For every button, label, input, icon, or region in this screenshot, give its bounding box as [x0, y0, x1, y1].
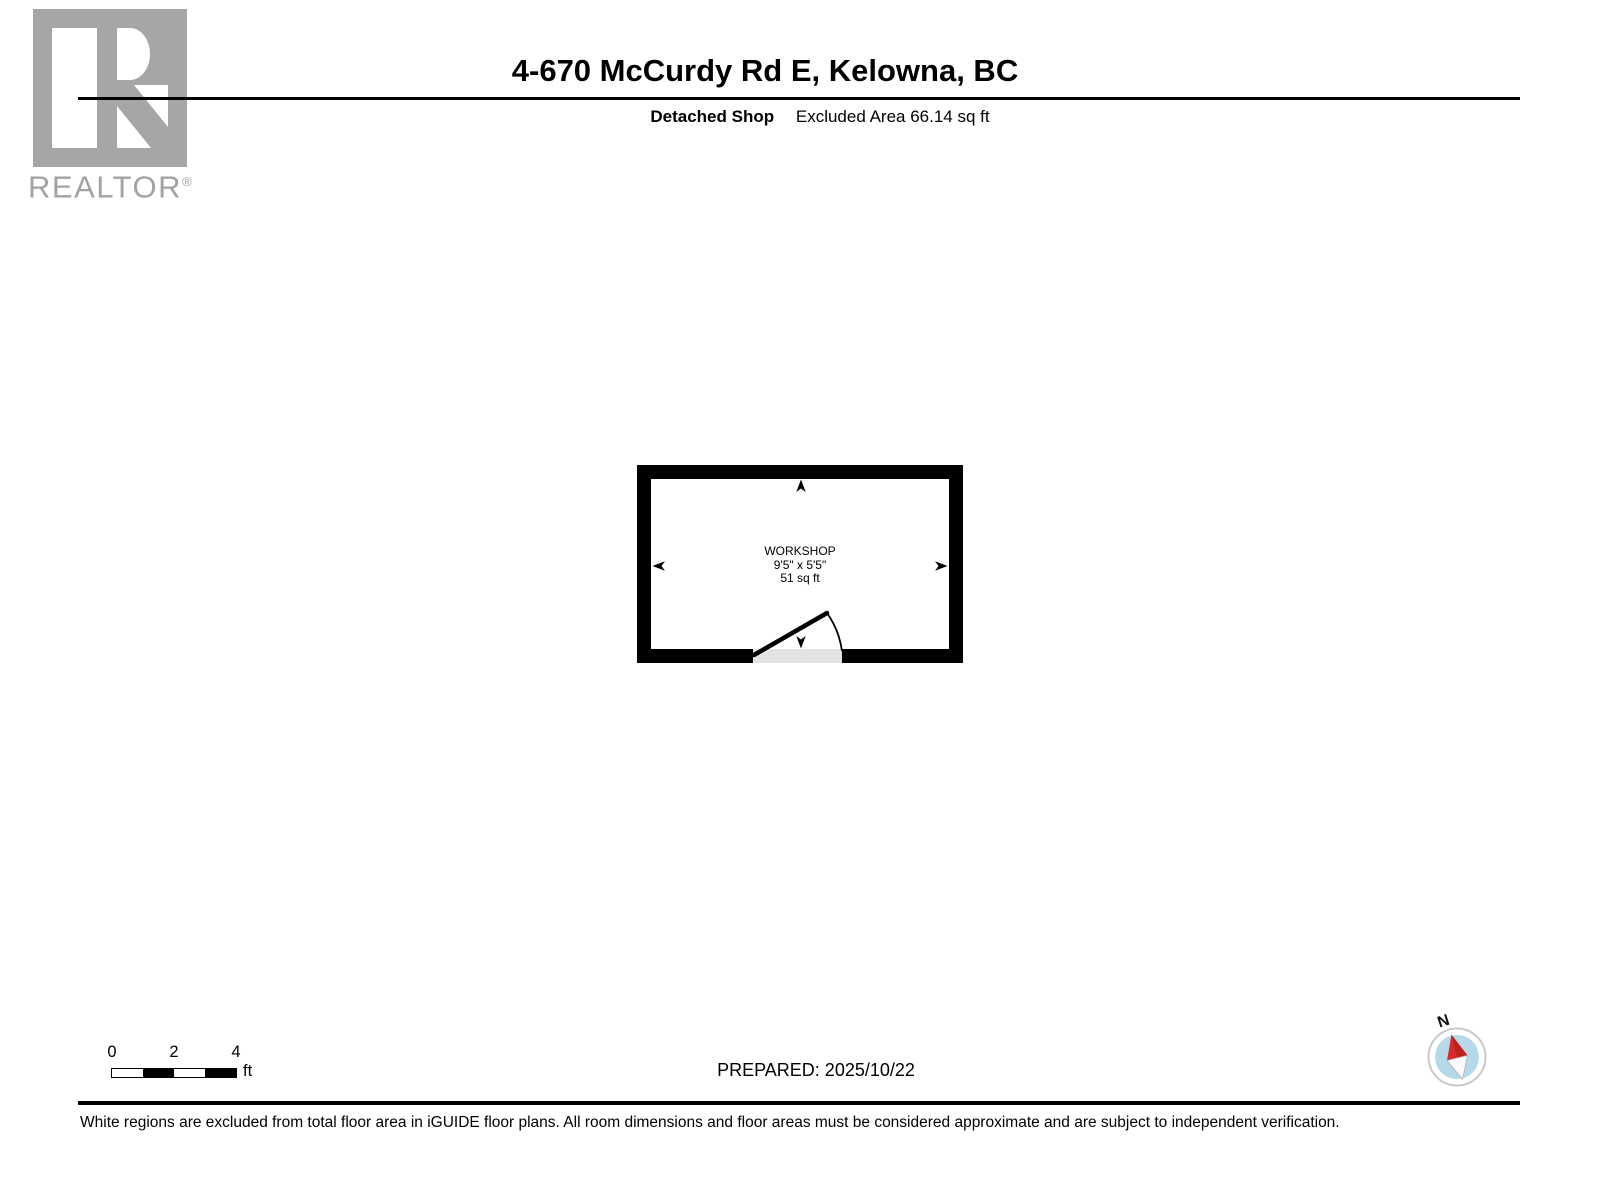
title-divider	[78, 97, 1520, 100]
room-name: WORKSHOP	[764, 544, 836, 559]
subtitle	[0, 106, 1600, 128]
compass-north-label: N	[1435, 1011, 1452, 1032]
plan-type-label: Detached Shop	[650, 107, 775, 126]
door-swing-icon	[754, 613, 842, 655]
prepared-date: PREPARED: 2025/10/22	[717, 1060, 915, 1080]
plan-overlay	[637, 465, 963, 663]
scale-tick-2: 2	[169, 1043, 179, 1061]
measure-arrow-down-icon	[796, 636, 805, 649]
footer-divider	[78, 1101, 1520, 1105]
scale-tick-4: 4	[231, 1043, 241, 1061]
registered-mark: ®	[182, 174, 192, 189]
floor-plan	[637, 465, 963, 663]
room-area: 51 sq ft	[780, 571, 820, 586]
realtor-logo-text: REALTOR®	[28, 169, 192, 205]
scale-unit-label: ft	[243, 1062, 253, 1080]
measure-arrow-right-icon	[935, 561, 948, 570]
disclaimer-text: White regions are excluded from total floor area in iGUIDE floor plans. All room dimensions and floor areas must be considered approximate and are subject to independent verification.	[80, 1114, 1340, 1131]
measure-arrow-up-icon	[796, 480, 805, 493]
excluded-area-label: Excluded Area 66.14 sq ft	[795, 107, 990, 126]
compass	[1419, 1004, 1497, 1104]
room-dimensions: 9'5" x 5'5"	[773, 557, 827, 572]
measure-arrow-left-icon	[653, 561, 666, 570]
scale-tick-0: 0	[107, 1043, 117, 1061]
page-title: 4-670 McCurdy Rd E, Kelowna, BC	[511, 53, 1019, 88]
